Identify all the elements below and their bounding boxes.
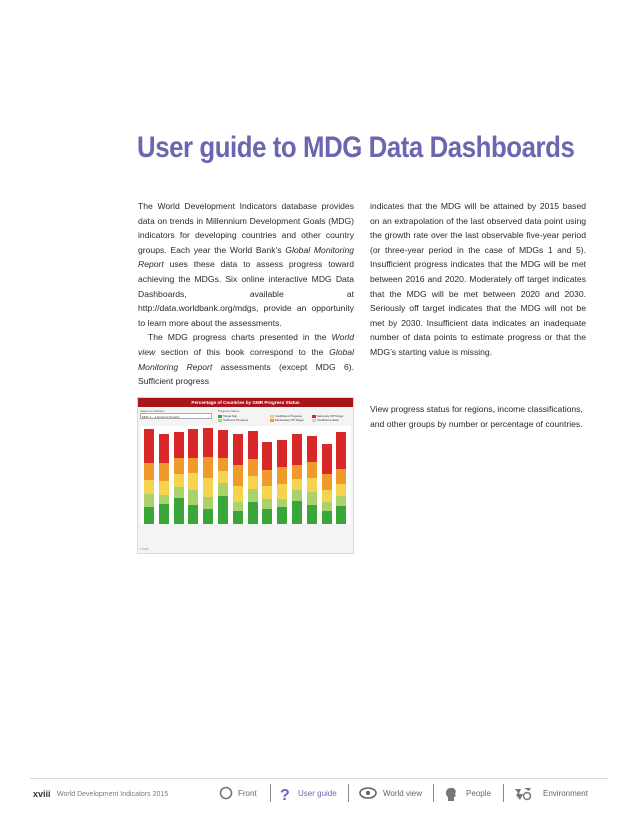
bar-segment bbox=[218, 471, 228, 482]
bar-segment bbox=[203, 509, 213, 524]
bar-chart bbox=[140, 426, 351, 524]
bar-segment bbox=[188, 458, 198, 473]
figure-caption: View progress status for regions, income classifications, and other groups by number or percentage of countries. bbox=[370, 404, 583, 429]
svg-text:?: ? bbox=[280, 787, 290, 802]
question-icon bbox=[279, 786, 291, 802]
chart-bar bbox=[336, 432, 346, 524]
legend-item bbox=[312, 418, 338, 422]
bar-segment bbox=[159, 463, 169, 481]
page-title: User guide to MDG Data Dashboards bbox=[137, 131, 575, 164]
nav-world-view[interactable]: World view bbox=[383, 789, 422, 798]
nav-people[interactable]: People bbox=[466, 789, 491, 798]
bar-segment bbox=[292, 479, 302, 490]
bar-segment bbox=[174, 432, 184, 458]
legend-label: Moderately Off Target bbox=[275, 418, 304, 422]
bar-segment bbox=[262, 470, 272, 486]
legend-label: Insufficient Progress bbox=[275, 414, 303, 418]
nav-user-guide[interactable]: User guide bbox=[298, 789, 337, 798]
bar-segment bbox=[292, 501, 302, 524]
chart-bar bbox=[218, 430, 228, 524]
bar-segment bbox=[174, 498, 184, 524]
nav-separator bbox=[503, 784, 504, 802]
bar-segment bbox=[203, 457, 213, 478]
italic-title: Global Monitoring Report bbox=[138, 244, 355, 270]
bar-segment bbox=[233, 511, 243, 524]
chart-bar bbox=[233, 434, 243, 524]
bar-segment bbox=[336, 484, 346, 497]
chart-bar bbox=[203, 428, 213, 524]
bar-segment bbox=[307, 505, 317, 524]
bar-segment bbox=[322, 490, 332, 501]
chart-bar bbox=[292, 434, 302, 524]
eye-icon bbox=[358, 786, 378, 800]
bar-segment bbox=[336, 469, 346, 484]
page-number: xviii bbox=[33, 789, 51, 799]
nav-separator bbox=[348, 784, 349, 802]
indicator-select: MDG 1 – 1.Extreme Poverty bbox=[140, 413, 212, 419]
paragraph-3: indicates that the MDG will be attained by 2015 based on an extrapolation of the last observed data point using the growth rate over the last observable five-year period (or three-year period in the case of MDGs 1 and 5). Insufficient progress indicates that the MDG will be met between 2016 and 2020. Moderately off target indicates that the MDG will be met between 2020 and 2030. Seriously off target indicates that the MDG will not be met by 2030. Insufficient data indicates an inadequate number of data points to estimate progress or that the MDG’s starting value is missing. bbox=[370, 201, 586, 357]
nav-front[interactable]: Front bbox=[238, 789, 257, 798]
legend-label: Target Met bbox=[223, 414, 238, 418]
text-run: assessments (except MDG 6). Sufficient progress bbox=[138, 361, 354, 387]
legend-swatch bbox=[270, 419, 274, 422]
bar-segment bbox=[159, 504, 169, 524]
bar-segment bbox=[277, 507, 287, 524]
bar-segment bbox=[144, 507, 154, 524]
paragraph-2 bbox=[138, 330, 354, 388]
chart-bar bbox=[307, 436, 317, 524]
chart-bar bbox=[188, 429, 198, 524]
bar-segment bbox=[159, 434, 169, 463]
bar-segment bbox=[248, 431, 258, 459]
italic-title: World view bbox=[138, 332, 354, 357]
body-text-left bbox=[138, 199, 354, 389]
legend-label: Insufficient Data bbox=[317, 418, 339, 422]
chart-bar bbox=[262, 442, 272, 524]
environment-icon bbox=[513, 786, 533, 802]
bar-segment bbox=[277, 467, 287, 484]
nav-environment[interactable]: Environment bbox=[543, 789, 588, 798]
bar-segment bbox=[233, 434, 243, 465]
bar-segment bbox=[277, 440, 287, 467]
book-title: World Development Indicators 2015 bbox=[57, 791, 169, 798]
text-run: section of this book correspond to the bbox=[155, 346, 330, 357]
legend-swatch bbox=[218, 419, 222, 422]
text-run: uses these data to assess progress toward achieving the MDGs. Six online interactive MDG Data Dashboards, available at http://data.worldbank.org/mdgs, provide an opportunity to learn more about the assessments. bbox=[138, 259, 354, 328]
bar-segment bbox=[203, 428, 213, 457]
bar-segment bbox=[159, 495, 169, 504]
legend-title: Progress Status bbox=[218, 409, 240, 413]
bar-segment bbox=[322, 502, 332, 512]
dashboard-screenshot bbox=[137, 397, 354, 554]
indicator-select-label: Select an indicator bbox=[140, 409, 165, 413]
bar-segment bbox=[218, 483, 228, 496]
bar-segment bbox=[262, 442, 272, 470]
text-run: The MDG progress charts presented in the bbox=[148, 332, 332, 343]
bar-segment bbox=[188, 429, 198, 458]
chart-bar bbox=[159, 434, 169, 524]
bar-segment bbox=[322, 444, 332, 474]
bar-segment bbox=[307, 436, 317, 462]
dashboard-footer: © 2015 bbox=[140, 548, 149, 551]
bar-segment bbox=[262, 486, 272, 499]
bar-segment bbox=[144, 429, 154, 463]
footer-rule bbox=[30, 778, 608, 779]
legend-label: Seriously Off Target bbox=[317, 414, 344, 418]
bar-segment bbox=[233, 465, 243, 487]
bar-segment bbox=[174, 458, 184, 475]
nav-separator bbox=[270, 784, 271, 802]
bar-segment bbox=[322, 511, 332, 524]
bar-segment bbox=[248, 459, 258, 476]
bar-segment bbox=[144, 463, 154, 480]
bar-segment bbox=[307, 492, 317, 504]
bar-segment bbox=[218, 496, 228, 524]
bar-segment bbox=[248, 476, 258, 489]
bar-segment bbox=[336, 432, 346, 469]
bar-segment bbox=[277, 484, 287, 499]
bar-segment bbox=[188, 490, 198, 505]
chart-bar bbox=[144, 429, 154, 524]
bar-segment bbox=[292, 434, 302, 465]
bar-segment bbox=[144, 494, 154, 507]
bar-segment bbox=[248, 502, 258, 524]
bar-segment bbox=[292, 465, 302, 479]
bar-segment bbox=[203, 478, 213, 497]
bar-segment bbox=[203, 497, 213, 509]
bar-segment bbox=[307, 462, 317, 478]
dashboard-controls bbox=[140, 409, 351, 423]
bar-segment bbox=[188, 505, 198, 524]
bar-segment bbox=[233, 502, 243, 511]
chart-bar bbox=[248, 431, 258, 524]
nav-separator bbox=[433, 784, 434, 802]
legend-item bbox=[218, 418, 248, 422]
paragraph-1 bbox=[138, 199, 354, 330]
chart-bar bbox=[174, 432, 184, 524]
legend-swatch bbox=[312, 419, 316, 422]
chart-bar bbox=[277, 440, 287, 524]
bar-segment bbox=[336, 496, 346, 505]
bar-segment bbox=[218, 430, 228, 458]
text-run: The World Development Indicators database provides data on trends in Millennium Development Goals (MDG) indicators for developing countries and other country groups. Each year the World Bank’s bbox=[138, 201, 354, 255]
bar-segment bbox=[188, 473, 198, 490]
bar-segment bbox=[174, 487, 184, 498]
bar-segment bbox=[322, 474, 332, 490]
person-head-icon bbox=[444, 786, 458, 802]
bar-segment bbox=[292, 490, 302, 501]
front-icon bbox=[219, 786, 233, 800]
italic-title: Global Monitoring Report bbox=[138, 346, 354, 372]
bar-segment bbox=[307, 478, 317, 492]
bar-segment bbox=[233, 486, 243, 502]
dashboard-header: Percentage of Countries by GMR Progress Status bbox=[138, 398, 353, 407]
bar-segment bbox=[277, 499, 287, 507]
body-text-right bbox=[370, 199, 586, 360]
bar-segment bbox=[248, 489, 258, 502]
bar-segment bbox=[174, 474, 184, 487]
bar-segment bbox=[262, 499, 272, 509]
chart-bar bbox=[322, 444, 332, 524]
legend-label: Sufficient Progress bbox=[223, 418, 249, 422]
bar-segment bbox=[144, 480, 154, 493]
legend-item bbox=[270, 418, 304, 422]
bar-segment bbox=[336, 506, 346, 524]
bar-segment bbox=[218, 458, 228, 471]
bar-segment bbox=[159, 481, 169, 495]
bar-segment bbox=[262, 509, 272, 524]
